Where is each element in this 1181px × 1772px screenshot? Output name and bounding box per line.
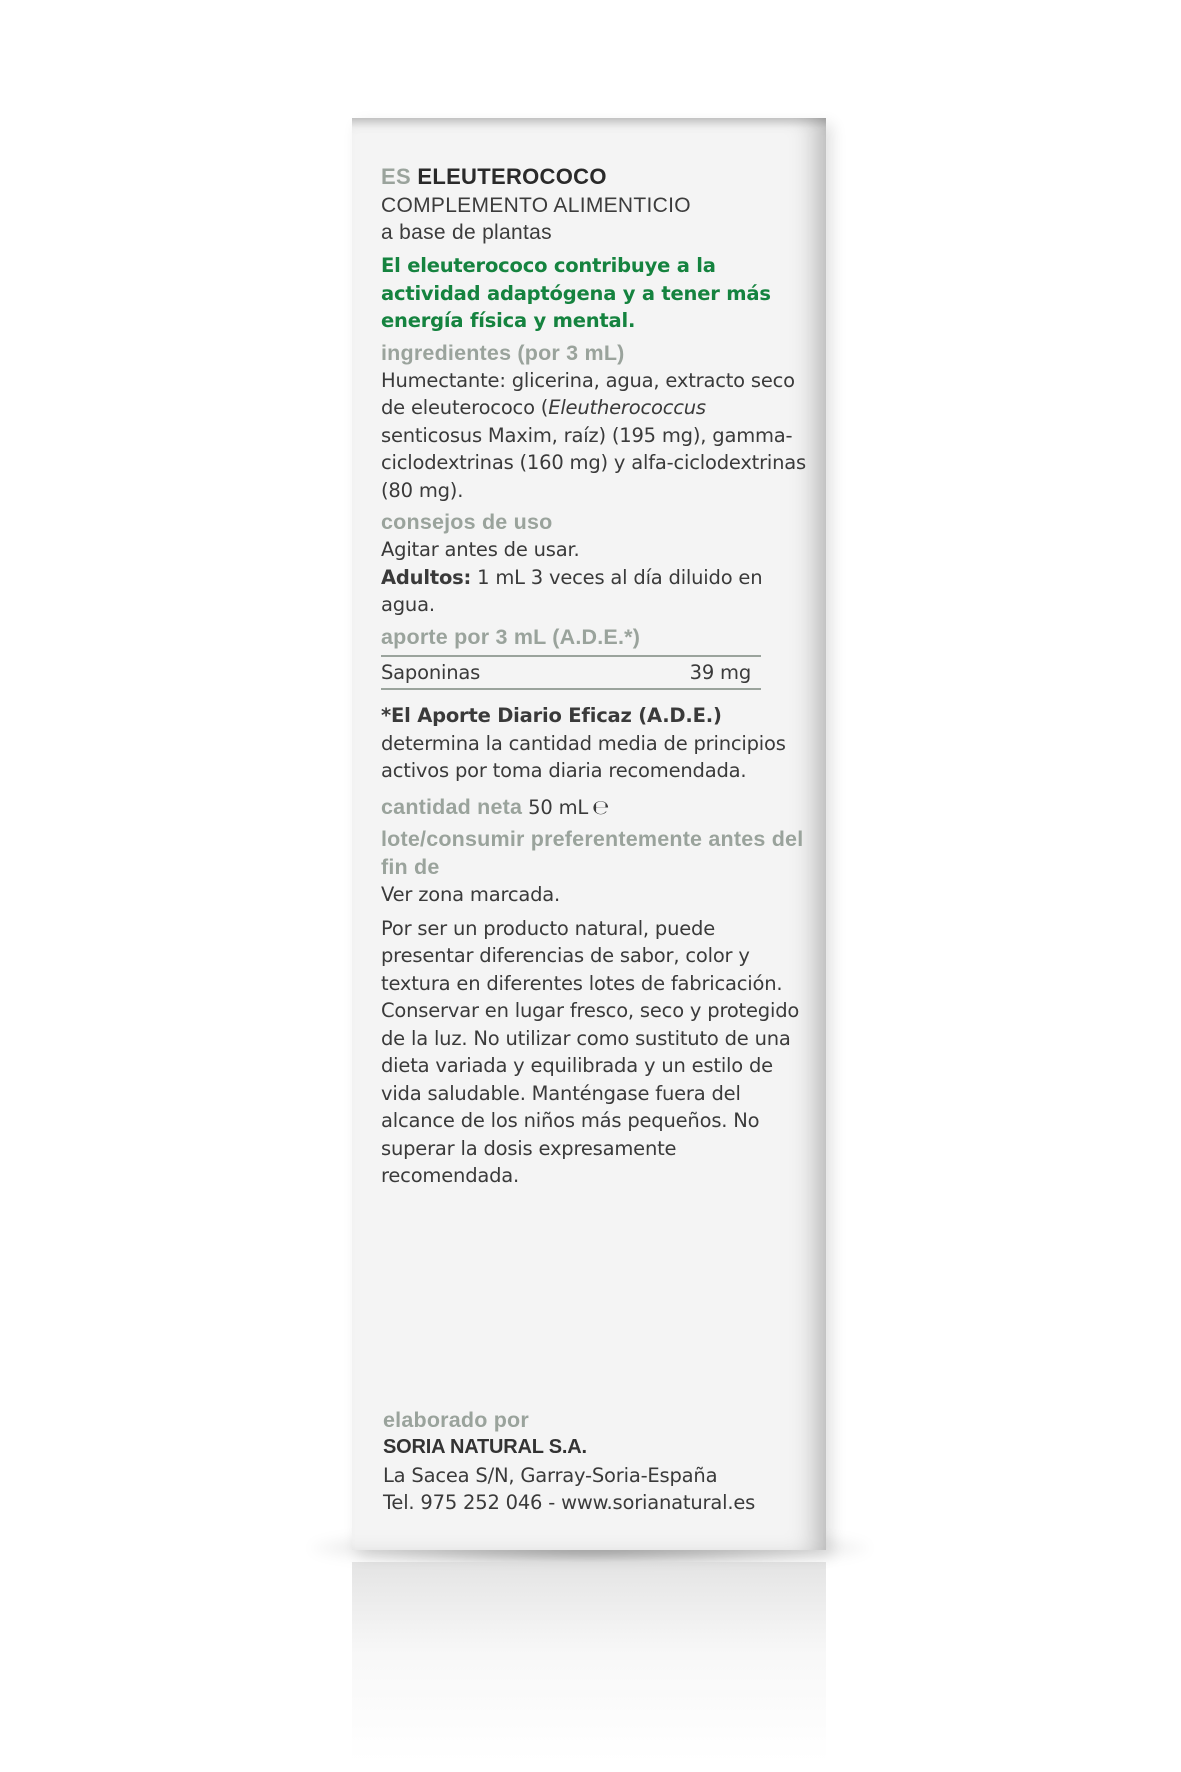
box-top-edge (352, 118, 826, 128)
manufacturer-heading: elaborado por (383, 1408, 529, 1432)
box-reflection (352, 1562, 826, 1762)
net-quantity-label: cantidad neta (381, 794, 523, 819)
manufacturer-contact: Tel. 975 252 046 - www.sorianatural.es (383, 1491, 756, 1514)
estimated-sign-icon: ℮ (592, 794, 609, 819)
ingredients-text (381, 367, 811, 505)
ade-footnote-text: determina la cantidad media de principios activos por toma diaria recomendada. (381, 731, 786, 782)
usage-heading: consejos de uso (381, 510, 553, 534)
general-warnings: Por ser un producto natural, puede presentar diferencias de sabor, color y textura en diferentes lotes de fabricación. Conservar en lugar fresco, seco y protegido de la luz. No utilizar como sustituto de una dieta variada y equilibrada y un estilo de vida saludable. Manténgase fuera del alcance de los niños más pequeños. No superar la dosis expresamente recomendada. (381, 916, 800, 1187)
subtitle-line2: a base de plantas (381, 221, 552, 244)
ingredients-text-start: Humectante: glicerina, agua, extracto seco de eleuterococo ( (381, 368, 795, 419)
language-code: ES (381, 164, 411, 189)
product-name: ELEUTEROCOCO (417, 164, 607, 189)
manufacturer-info (383, 1402, 813, 1517)
intake-heading: aporte por 3 mL (A.D.E.*) (381, 624, 641, 649)
net-quantity (381, 793, 811, 822)
manufacturer-name: SORIA NATURAL S.A. (383, 1436, 587, 1458)
lot-heading: lote/consumir preferentemente antes del fin de (381, 827, 804, 879)
usage-adults (381, 564, 811, 619)
ingredients-heading: ingredientes (por 3 mL) (381, 340, 625, 365)
adults-text: 1 mL 3 veces al día diluido en agua. (381, 565, 763, 616)
ingredients-text-end: senticosus Maxim, raíz) (195 mg), gamma-ciclodextrinas (160 mg) y alfa-ciclodextrinas (80 mg). (381, 423, 807, 502)
manufacturer-address: La Sacea S/N, Garray-Soria-España (383, 1463, 718, 1487)
health-claim: El eleuterococo contribuye a la actividad adaptógena y a tener más energía física y mental. (381, 254, 771, 332)
net-quantity-value: 50 mL (522, 795, 589, 819)
subtitle-line1: COMPLEMENTO ALIMENTICIO (381, 194, 691, 217)
adults-label: Adultos: (381, 565, 472, 589)
usage-line1: Agitar antes de usar. (381, 538, 580, 561)
intake-table-row (381, 655, 761, 691)
lot-text: Ver zona marcada. (381, 883, 561, 906)
intake-row-name: Saponinas (381, 660, 481, 684)
ade-footnote (381, 702, 811, 785)
label-content (381, 162, 811, 1190)
ingredients-latin-name: Eleutherococcus (548, 396, 706, 419)
ade-footnote-title: *El Aporte Diario Eficaz (A.D.E.) (381, 704, 722, 727)
product-title (381, 162, 811, 192)
intake-row-value: 39 mg (689, 660, 751, 684)
